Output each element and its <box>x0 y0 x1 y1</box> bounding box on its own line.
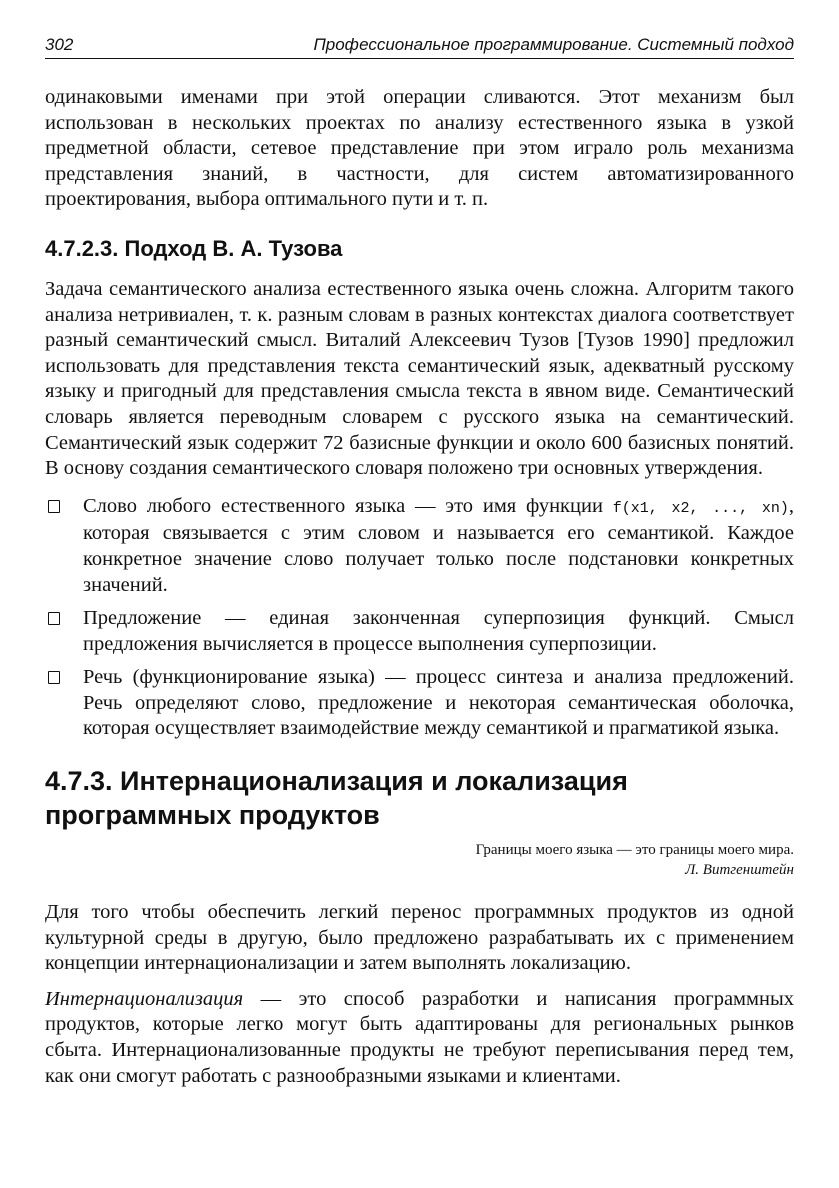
book-page <box>45 34 794 1089</box>
checkbox-bullet-icon <box>48 500 60 513</box>
list-item <box>45 606 794 657</box>
tuzov-paragraph: Задача семантического анализа естественного языка очень сложна. Алгоритм такого анализа нетривиален, т. к. разным словам в разных контекстах диалога соответствует разный семантический смысл. Виталий Алексеевич Тузов [Тузов 1990] предложил использовать для представления текста семантический язык, адекватный русскому языку и пригодный для представления смысла текста в явном виде. Семантический словарь является переводным словарем с русского языка на семантический. Семантический язык содержит 72 базисные функции и около 600 базисных понятий. В основу создания семантического словаря положено три основных утверждения. <box>45 277 794 480</box>
defined-term: Интернационализация <box>45 987 244 1010</box>
epigraph <box>45 840 794 880</box>
list-item-text: Предложение — единая законченная суперпозиция функций. Смысл предложения вычисляется в процессе выполнения суперпозиции. <box>83 607 794 655</box>
list-item-text: Слово любого естественного языка — это имя функции <box>83 494 613 517</box>
statement-list <box>45 494 794 742</box>
running-title: Профессиональное программирование. Системный подход <box>313 35 794 54</box>
running-header <box>45 34 794 59</box>
internationalization-paragraph <box>45 987 794 1089</box>
function-code: f(x1, x2, ..., xn) <box>612 499 789 517</box>
section-heading-4723: 4.7.2.3. Подход В. А. Тузова <box>45 235 343 261</box>
intro-paragraph: одинаковыми именами при этой операции сливаются. Этот механизм был использован в нескольких проектах по анализу естественного языка в узкой предметной области, сетевое представление при этом играло роль механизма представления знаний, в частности, для систем автоматизированного проектирования, выбора оптимального пути и т. п. <box>45 86 794 211</box>
list-item-text: , которая связывается с этим словом и называется его семантикой. Каждое конкретное значение слово получает только после подстановки конкретных значений. <box>83 494 794 596</box>
checkbox-bullet-icon <box>48 671 60 684</box>
definition-text: — это способ разработки и написания программных продуктов, которые легко могут быть адаптированы для региональных рынков сбыта. Интернационализованные продукты не требуют переписывания перед тем, как они смогут работать с разнообразными языками и клиентами. <box>45 987 794 1087</box>
epigraph-quote: Границы моего языка — это границы моего мира. <box>475 842 794 859</box>
list-item-text: Речь (функционирование языка) — процесс синтеза и анализа предложений. Речь определяют слово, предложение и некоторая семантическая оболочка, которая осуществляет взаимодействие между семантикой и прагматикой языка. <box>83 666 794 740</box>
page-number: 302 <box>45 35 74 54</box>
checkbox-bullet-icon <box>48 612 60 625</box>
localization-paragraph: Для того чтобы обеспечить легкий перенос программных продуктов из одной культурной среды в другую, было предложено разрабатывать их с применением концепции интернационализации и затем выполнять локализацию. <box>45 901 794 975</box>
section-heading-473: 4.7.3. Интернационализация и локализация программных продуктов <box>45 766 628 831</box>
list-item <box>45 665 794 742</box>
list-item <box>45 494 794 598</box>
epigraph-author: Л. Витгенштейн <box>685 862 794 879</box>
